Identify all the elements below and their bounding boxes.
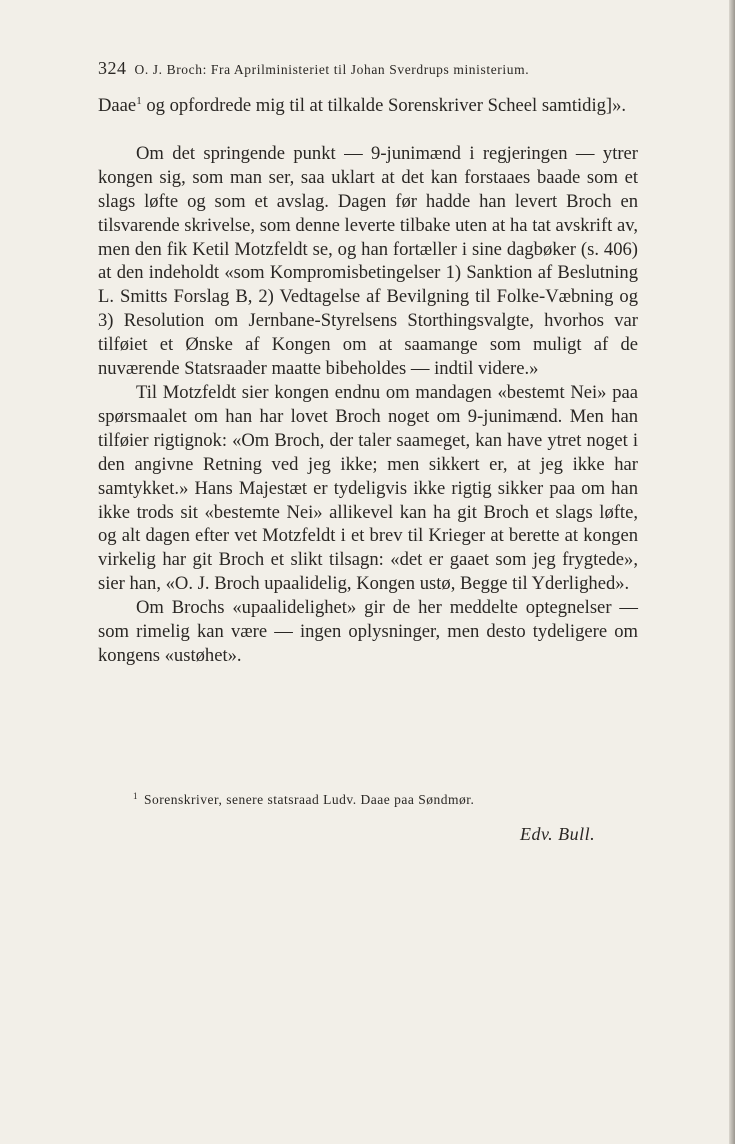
paragraph: Om det springende punkt — 9-junimænd i regjeringen — ytrer kongen sig, som man ser, saa uklart at det kan forstaaes baade som et slags løfte og som et avslag. Dagen før hadde han levert Broch en tilsvarende skrivelse, som denne leverte tilbake uten at ha tat avskrift av, men den fik Ketil Motzfeldt se, og han fortæller i sine dagbøker (s. 406) at den indeholdt «som Kompromisbetingelser 1) Sanktion af Beslutning L. Smitts Forslag B, 2) Vedtagelse af Bevilgning til Folke-Væbning og 3) Resolution om Jernbane-Styrelsens Storthingsvalgte, hvorhos var tilføiet et Ønske af Kongen om at saamange som muligt af de nuværende Statsraader maatte bibeholdes — indtil videre.»: [98, 142, 638, 380]
running-title: O. J. Broch: Fra Aprilministeriet til Johan Sverdrups ministerium.: [134, 62, 530, 77]
footnote-reference: 1: [136, 95, 142, 107]
paragraph-text: Daae: [98, 95, 137, 116]
footnote: [133, 790, 633, 810]
paragraph-text: og opfordrede mig til at tilkalde Sorenskriver Scheel samtidig]».: [141, 95, 627, 116]
footnote-mark: 1: [133, 791, 138, 801]
author-signature: Edv. Bull.: [520, 824, 596, 844]
paragraph-spacer: [98, 118, 638, 142]
paragraph: Om Brochs «upaalidelighet» gir de her meddelte optegnelser — som rimelig kan være — ingen oplysninger, men desto tydeligere om kongens «ustøhet».: [98, 597, 638, 666]
page-number: 324: [98, 58, 127, 78]
paragraph-continuation: [98, 94, 638, 118]
page-edge: [729, 0, 735, 1144]
body-text: [98, 94, 638, 668]
paragraph: Til Motzfeldt sier kongen endnu om mandagen «bestemt Nei» paa spørsmaalet om han har lovet Broch noget om 9-junimænd. Men han tilføier rigtignok: «Om Broch, der taler saameget, kan have ytret noget i den angivne Retning ved jeg ikke; men sikkert er, at jeg ikke har samtykket.» Hans Majestæt er tydeligvis ikke rigtig sikker paa om han ikke trods sit «bestemte Nei» allikevel kan ha git Broch et slags løfte, og alt dagen efter vet Motzfeldt i et brev til Krieger at berette at kongen virkelig har git Broch et slikt tilsagn: «det er gaaet som jeg frygtede», sier han, «O. J. Broch upaalidelig, Kongen ustø, Begge til Yderlighed».: [98, 381, 638, 595]
footnote-text: Sorenskriver, senere statsraad Ludv. Daae paa Søndmør.: [144, 792, 475, 807]
running-header: [98, 56, 638, 82]
